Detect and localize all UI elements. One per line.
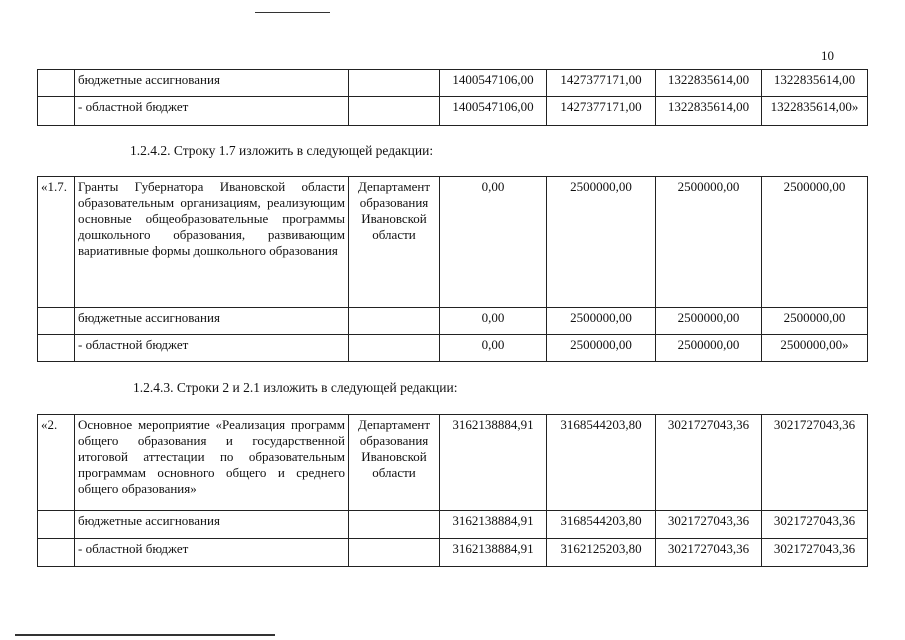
row-value-2: 1427377171,00 — [547, 70, 656, 97]
row-name: Основное мероприятие «Реализация программ общего образования и государственной итоговой аттестации по образовательным программам основного общего и среднего общего образования» — [75, 415, 349, 511]
row-dept — [349, 97, 440, 126]
row-value-1: 1400547106,00 — [440, 97, 547, 126]
row-name: бюджетные ассигнования — [75, 70, 349, 97]
row-value-1: 0,00 — [440, 177, 547, 308]
row-name: бюджетные ассигнования — [75, 308, 349, 335]
row-value-1: 0,00 — [440, 308, 547, 335]
row-code — [38, 97, 75, 126]
row-code: «2. — [38, 415, 75, 511]
row-code — [38, 539, 75, 567]
table-row-main — [38, 415, 868, 511]
table-row-1-7 — [37, 176, 868, 362]
row-value-3: 1322835614,00 — [656, 97, 762, 126]
row-value-1: 3162138884,91 — [440, 511, 547, 539]
row-name: бюджетные ассигнования — [75, 511, 349, 539]
row-name: - областной бюджет — [75, 539, 349, 567]
row-value-3: 3021727043,36 — [656, 415, 762, 511]
row-value-2: 2500000,00 — [547, 308, 656, 335]
row-value-3: 3021727043,36 — [656, 539, 762, 567]
row-value-4: 1322835614,00 — [762, 70, 868, 97]
bottom-rule — [15, 634, 275, 636]
row-value-3: 2500000,00 — [656, 335, 762, 362]
top-rule — [255, 12, 330, 13]
paragraph-1-2-4-2: 1.2.4.2. Строку 1.7 изложить в следующей редакции: — [130, 143, 434, 158]
row-value-1: 3162138884,91 — [440, 539, 547, 567]
table-row — [38, 70, 868, 97]
table-row — [38, 511, 868, 539]
row-value-4: 3021727043,36 — [762, 415, 868, 511]
row-value-3: 2500000,00 — [656, 308, 762, 335]
row-value-3: 2500000,00 — [656, 177, 762, 308]
row-value-2: 3162125203,80 — [547, 539, 656, 567]
row-value-3: 1322835614,00 — [656, 70, 762, 97]
table-row-main — [38, 177, 868, 308]
page-number: 10 — [821, 48, 834, 63]
row-value-4: 2500000,00» — [762, 335, 868, 362]
row-value-2: 2500000,00 — [547, 177, 656, 308]
row-value-2: 3168544203,80 — [547, 415, 656, 511]
row-value-2: 2500000,00 — [547, 335, 656, 362]
row-value-4: 3021727043,36 — [762, 539, 868, 567]
row-name: - областной бюджет — [75, 335, 349, 362]
table-row — [38, 97, 868, 126]
row-value-2: 3168544203,80 — [547, 511, 656, 539]
row-dept — [349, 335, 440, 362]
row-code — [38, 308, 75, 335]
table-row — [38, 308, 868, 335]
row-dept — [349, 511, 440, 539]
paragraph-1-2-4-3: 1.2.4.3. Строки 2 и 2.1 изложить в следующей редакции: — [133, 380, 458, 395]
row-dept: Департамент образования Ивановской области — [349, 415, 440, 511]
row-value-4: 2500000,00 — [762, 177, 868, 308]
row-name: - областной бюджет — [75, 97, 349, 126]
row-code — [38, 70, 75, 97]
row-value-1: 3162138884,91 — [440, 415, 547, 511]
row-value-3: 3021727043,36 — [656, 511, 762, 539]
row-code: «1.7. — [38, 177, 75, 308]
row-name: Гранты Губернатора Ивановской области образовательным организациям, реализующим основные общеобразовательные программы дошкольного образования, развивающим вариативные формы дошкольного образования — [75, 177, 349, 308]
table-row — [38, 335, 868, 362]
row-value-1: 1400547106,00 — [440, 70, 547, 97]
row-value-4: 3021727043,36 — [762, 511, 868, 539]
row-value-4: 2500000,00 — [762, 308, 868, 335]
row-code — [38, 511, 75, 539]
table-row — [38, 539, 868, 567]
row-code — [38, 335, 75, 362]
table-top — [37, 69, 868, 126]
row-value-1: 0,00 — [440, 335, 547, 362]
row-dept — [349, 308, 440, 335]
table-row-2 — [37, 414, 868, 567]
row-value-2: 1427377171,00 — [547, 97, 656, 126]
row-dept — [349, 539, 440, 567]
row-value-4: 1322835614,00» — [762, 97, 868, 126]
row-dept — [349, 70, 440, 97]
row-dept: Департамент образования Ивановской области — [349, 177, 440, 308]
